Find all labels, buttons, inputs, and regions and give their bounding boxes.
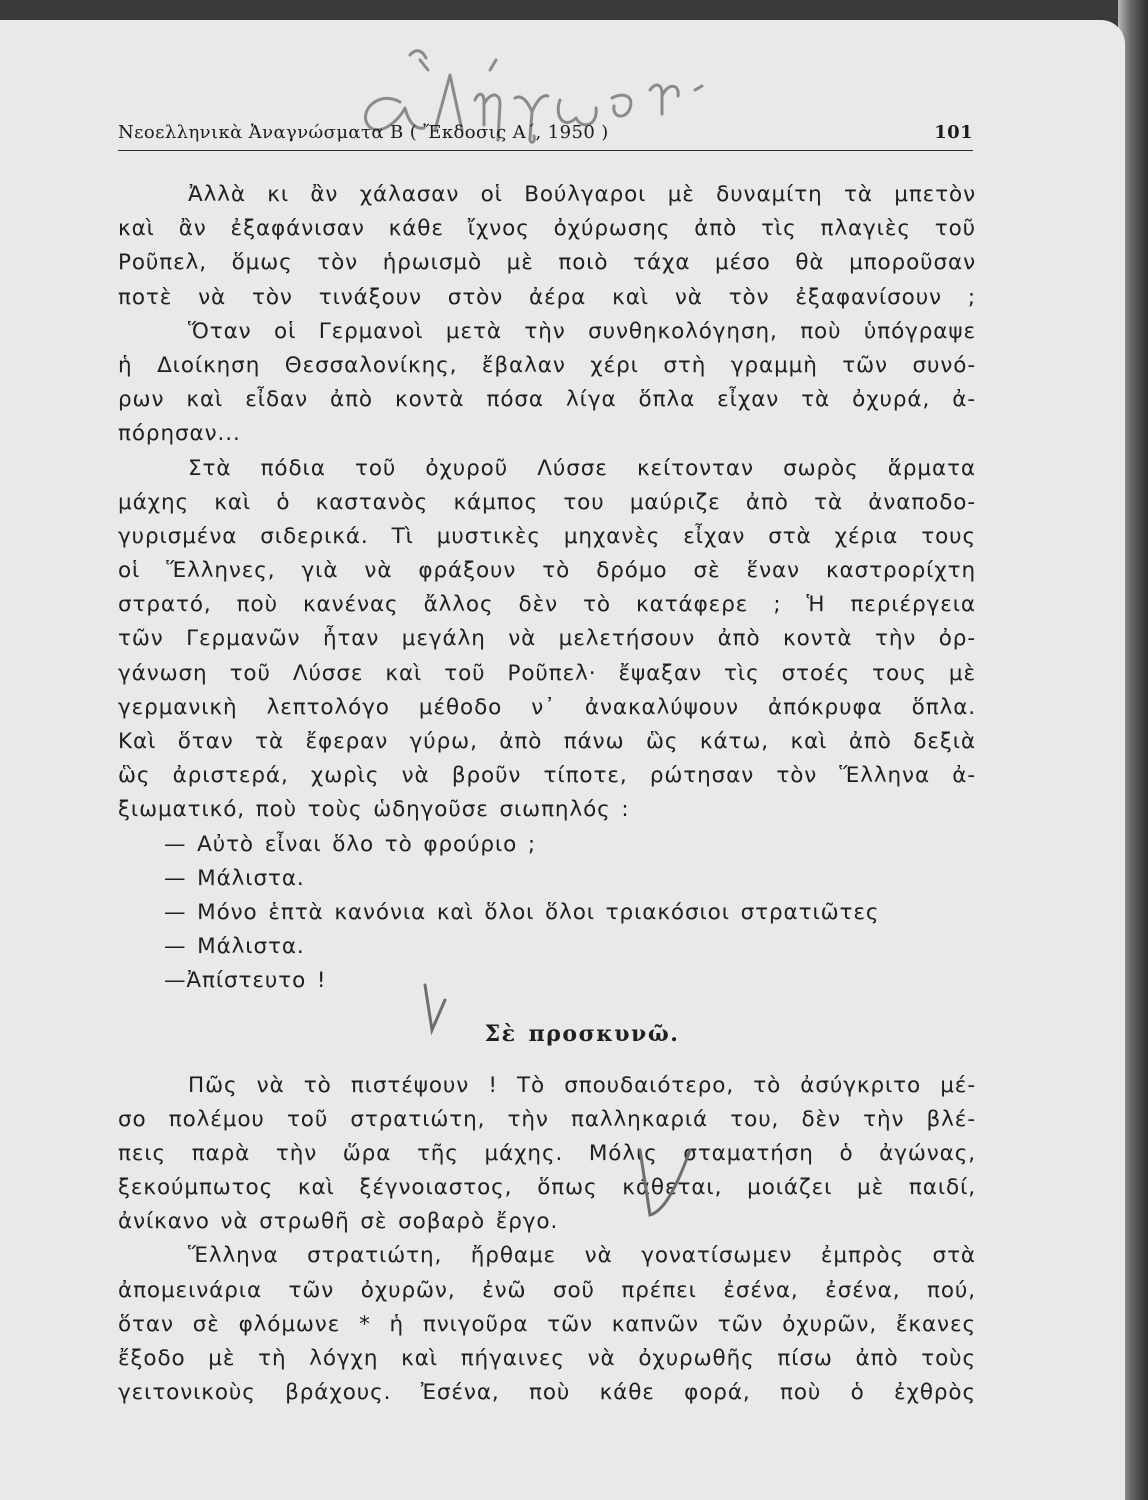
text-line: ἀπομεινάρια τῶν ὀχυρῶν, ἐνῶ σοῦ πρέπει ἐσένα, ἐσένα, πού, <box>118 1277 976 1303</box>
book-page <box>0 20 1125 1500</box>
text-line: σο πολέμου τοῦ στρατιώτη, τὴν παλληκαριά του, δὲν τὴν βλέ- <box>118 1106 976 1132</box>
page-number: 101 <box>934 122 973 143</box>
paragraph-2 <box>118 315 976 452</box>
paragraph-1 <box>118 178 976 315</box>
text-line: Στὰ πόδια τοῦ ὀχυροῦ Λύσσε κείτονταν σωρὸς ἅρματα <box>188 455 976 481</box>
page-body-text <box>118 178 976 1410</box>
text-line: γειτονικοὺς βράχους. Ἐσένα, ποὺ κάθε φορά, ποὺ ὁ ἐχθρὸς <box>118 1380 976 1406</box>
text-line: Ροῦπελ, ὅμως τὸν ἡρωισμὸ μὲ ποιὸ τάχα μέσο θὰ μποροῦσαν <box>118 250 976 276</box>
text-line: πεις παρὰ τὴν ὥρα τῆς μάχης. Μόλις σταματήση ὁ ἀγώνας, <box>118 1140 976 1166</box>
text-line: ὣς ἀριστερά, χωρὶς νὰ βροῦν τίποτε, ρώτησαν τὸν Ἕλληνα ἀ- <box>118 763 976 789</box>
text-line: γυρισμένα σιδερικά. Τὶ μυστικὲς μηχανὲς εἶχαν στὰ χέρια τους <box>118 523 976 549</box>
dialogue-line: —Ἀπίστευτο ! <box>164 968 327 994</box>
text-line: ξεκούμπωτος καὶ ξέγνοιαστος, ὅπως κάθεται, μοιάζει μὲ παιδί, <box>118 1175 976 1201</box>
text-line: ὅταν σὲ φλόμωνε * ἡ πνιγοῦρα τῶν καπνῶν τῶν ὀχυρῶν, ἔκανες <box>118 1311 976 1337</box>
paragraph-4 <box>118 1069 976 1240</box>
text-line: στρατό, ποὺ κανένας ἄλλος δὲν τὸ κατάφερε ; Ἡ περιέργεια <box>118 592 976 618</box>
text-line: καὶ ἂν ἐξαφάνισαν κάθε ἴχνος ὀχύρωσης ἀπὸ τὶς πλαγιὲς τοῦ <box>118 216 976 242</box>
text-line: μάχης καὶ ὁ καστανὸς κάμπος του μαύριζε ἀπὸ τὰ ἀναποδο- <box>118 489 976 515</box>
dialogue-block <box>118 828 976 999</box>
text-line: ἀνίκανο νὰ στρωθῆ σὲ σοβαρὸ ἔργο. <box>118 1209 559 1235</box>
text-line: οἱ Ἕλληνες, γιὰ νὰ φράξουν τὸ δρόμο σὲ ἕναν καστρορίχτη <box>118 558 976 584</box>
text-line: ξιωματικό, ποὺ τοὺς ὡδηγοῦσε σιωπηλός : <box>118 797 630 823</box>
text-line: Ἕλληνα στρατιώτη, ἤρθαμε νὰ γονατίσωμεν ἐμπρὸς στὰ <box>188 1243 976 1269</box>
running-header <box>118 120 973 151</box>
text-line: Πῶς νὰ τὸ πιστέψουν ! Τὸ σπουδαιότερο, τὸ ἀσύγκριτο μέ- <box>188 1072 976 1098</box>
section-heading: Σὲ προσκυνῶ. <box>484 1020 680 1047</box>
text-line: τῶν Γερμανῶν ἦταν μεγάλη νὰ μελετήσουν ἀπὸ κοντὰ τὴν ὀρ- <box>118 626 976 652</box>
dialogue-line: — Μόνο ἑπτὰ κανόνια καὶ ὅλοι ὅλοι τριακόσιοι στρατιῶτες <box>164 899 880 925</box>
text-line: ποτὲ νὰ τὸν τινάξουν στὸν ἀέρα καὶ νὰ τὸν ἐξαφανίσουν ; <box>118 284 976 310</box>
text-line: Ἀλλὰ κι ἂν χάλασαν οἱ Βούλγαροι μὲ δυναμίτη τὰ μπετὸν <box>188 182 976 207</box>
text-line: ἡ Διοίκηση Θεσσαλονίκης, ἔβαλαν χέρι στὴ γραμμὴ τῶν συνό- <box>118 352 976 378</box>
dialogue-line: — Αὐτὸ εἶναι ὅλο τὸ φρούριο ; <box>164 831 537 857</box>
paragraph-5 <box>118 1239 976 1410</box>
dialogue-line: — Μάλιστα. <box>164 934 305 960</box>
text-line: Ὅταν οἱ Γερμανοὶ μετὰ τὴν συνθηκολόγηση, ποὺ ὑπόγραψε <box>188 318 976 344</box>
text-line: γάνωση τοῦ Λύσσε καὶ τοῦ Ροῦπελ· ἔψαξαν τὶς στοές τους μὲ <box>118 660 976 686</box>
text-line: ἔξοδο μὲ τὴ λόγχη καὶ πήγαινες νὰ ὀχυρωθῆς πίσω ἀπὸ τοὺς <box>118 1346 976 1371</box>
text-line: γερμανικὴ λεπτολόγο μέθοδο ν᾽ ἀνακαλύψουν ἀπόκρυφα ὅπλα. <box>118 694 976 720</box>
dialogue-line: — Μάλιστα. <box>164 865 305 891</box>
header-title: Νεοελληνικὰ Ἀναγνώσματα Β ( Ἔκδοσις Α΄, 1950 ) <box>118 122 609 143</box>
text-line: ρων καὶ εἶδαν ἀπὸ κοντὰ πόσα λίγα ὅπλα εἶχαν τὰ ὀχυρά, ἀ- <box>118 387 976 413</box>
text-line: πόρησαν... <box>118 421 241 447</box>
paragraph-3 <box>118 452 976 828</box>
text-line: Καὶ ὅταν τὰ ἔφεραν γύρω, ἀπὸ πάνω ὣς κάτω, καὶ ἀπὸ δεξιὰ <box>118 729 976 754</box>
